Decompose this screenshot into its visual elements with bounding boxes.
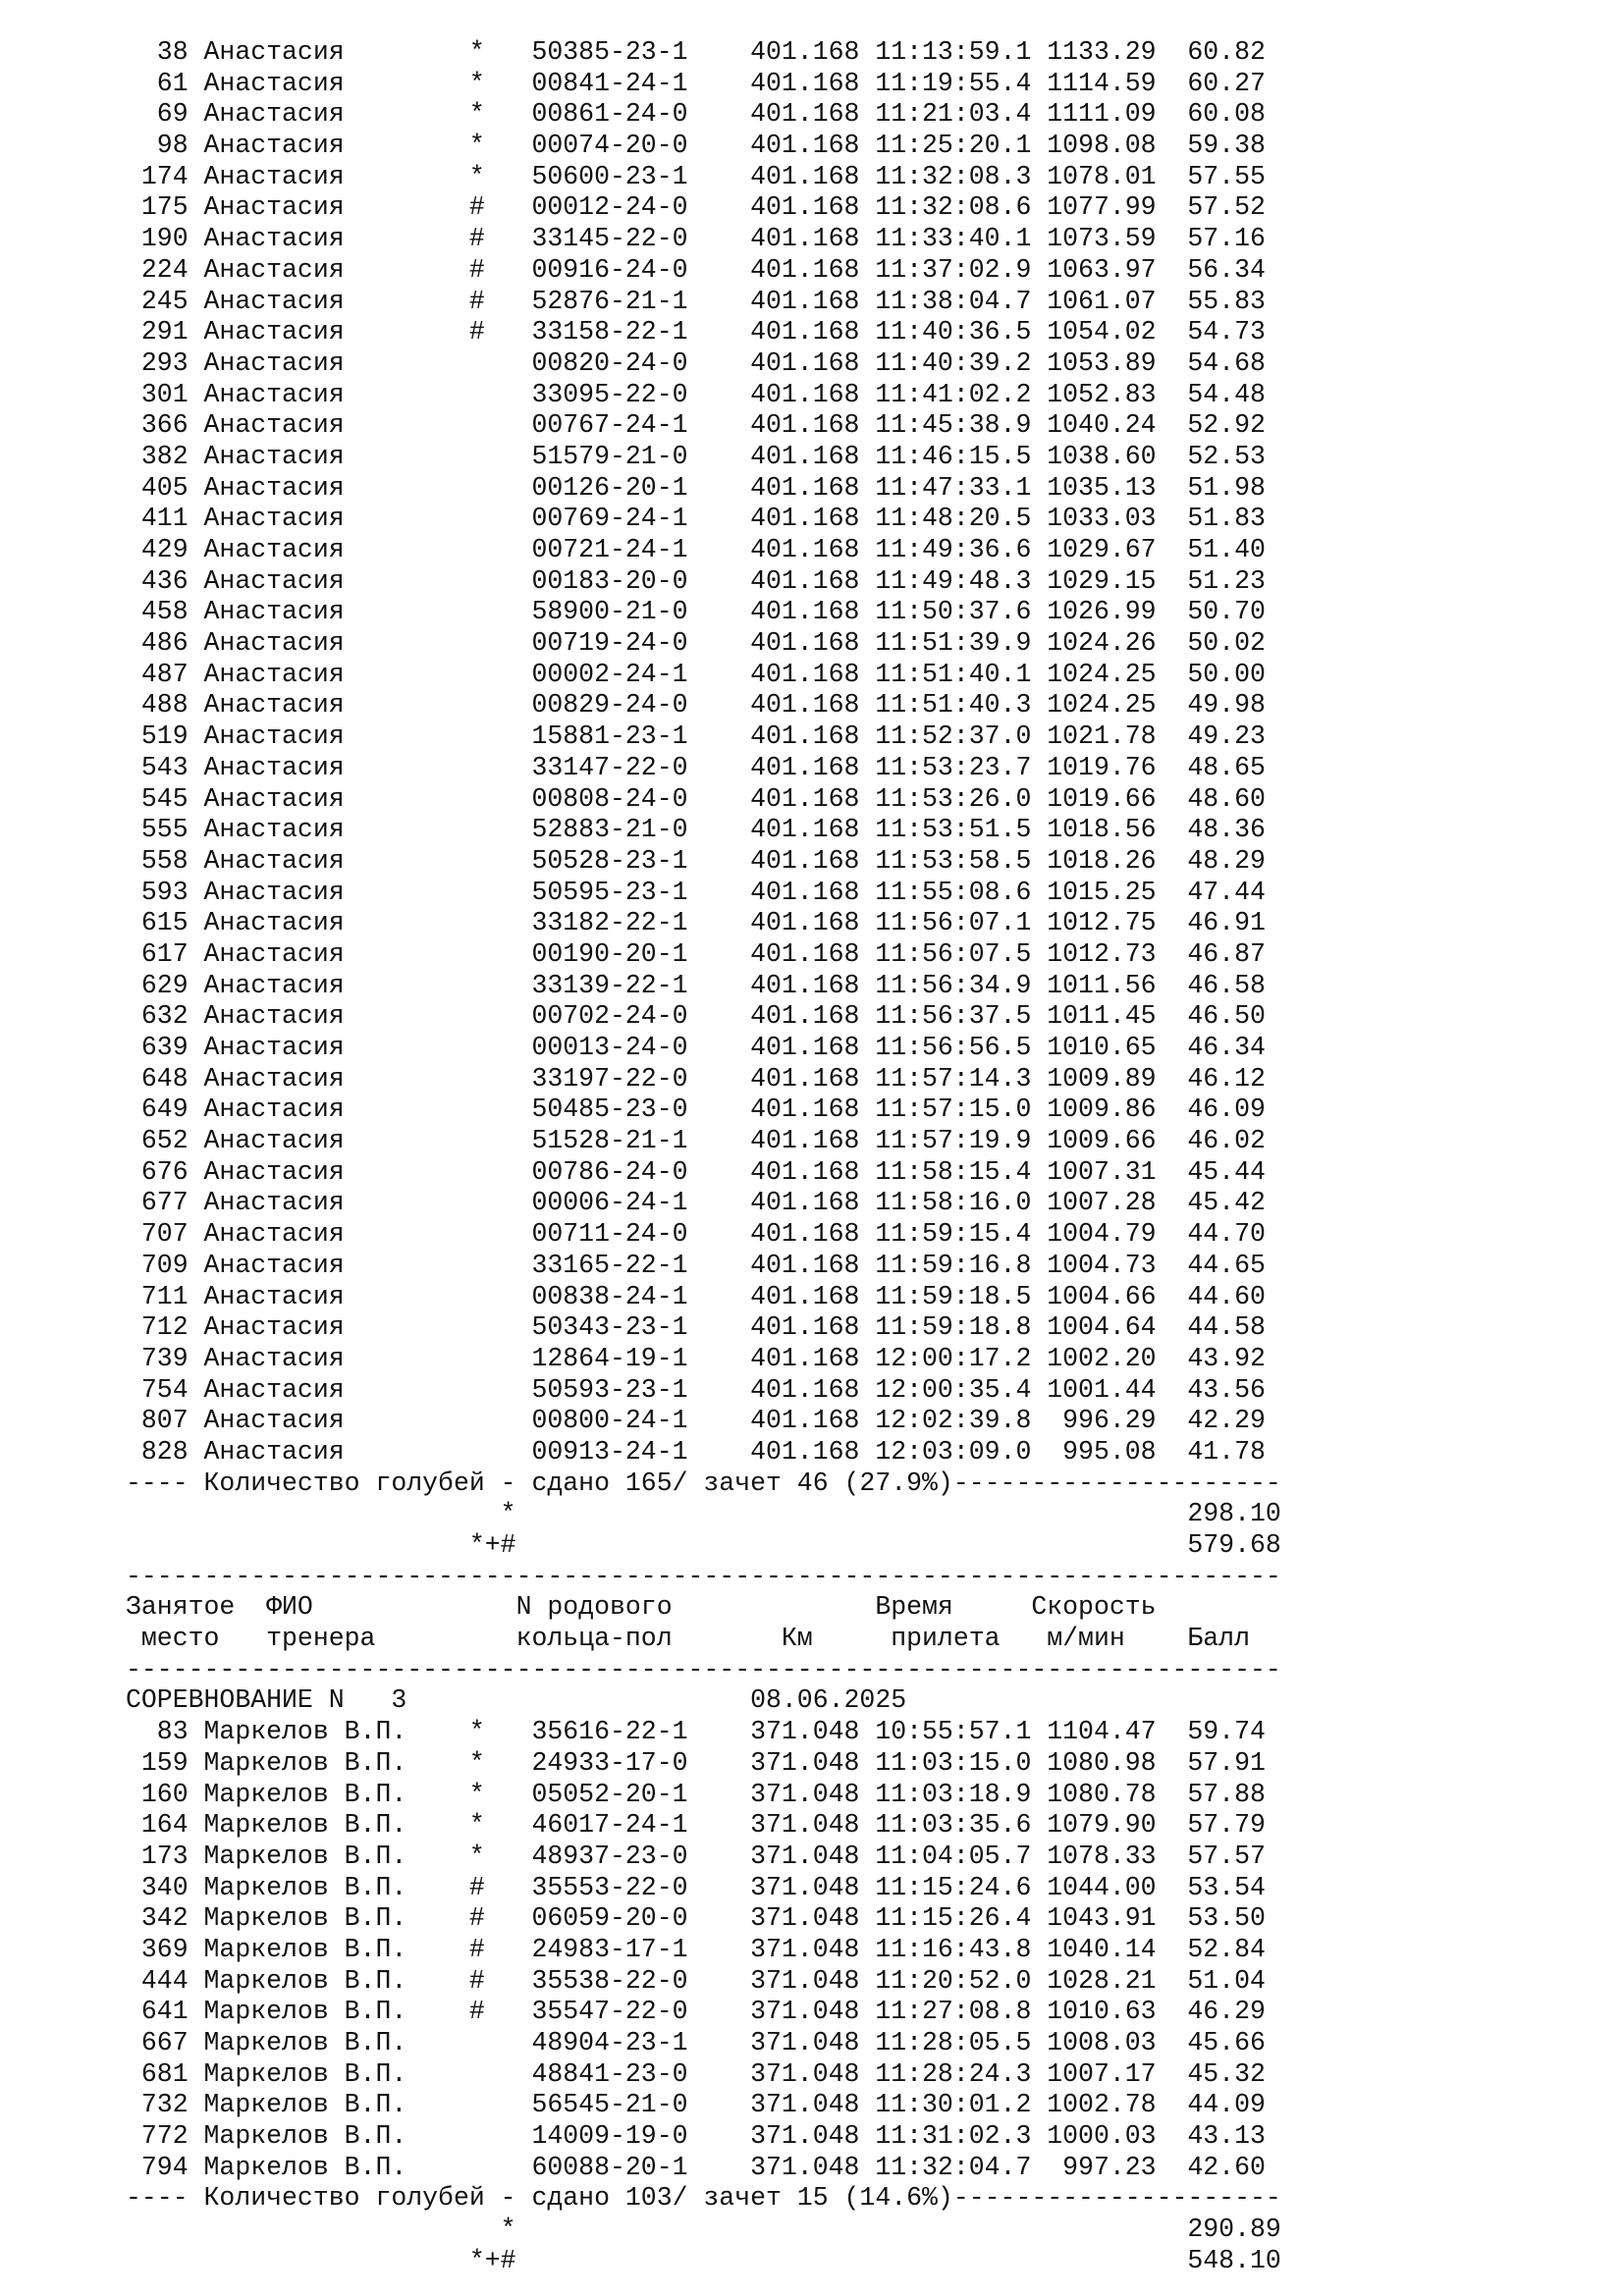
section2-row: 340 Маркелов В.П. # 35553-22-0 371.048 11:15:24.6 1044.00 53.54: [126, 1872, 1266, 1902]
section1-row: 174 Анастасия * 50600-23-1 401.168 11:32:08.3 1078.01 57.55: [126, 161, 1266, 191]
section1-row: 190 Анастасия # 33145-22-0 401.168 11:33:40.1 1073.59 57.16: [126, 224, 1266, 254]
section2-row: 667 Маркелов В.П. 48904-23-1 371.048 11:28:05.5 1008.03 45.66: [126, 2028, 1266, 2057]
section1-row: 709 Анастасия 33165-22-1 401.168 11:59:16.8 1004.73 44.65: [126, 1250, 1266, 1280]
section1-row: 677 Анастасия 00006-24-1 401.168 11:58:16.0 1007.28 45.42: [126, 1188, 1266, 1218]
column-header-line-2: место тренера кольца-пол Км прилета м/мин Балл: [126, 1624, 1250, 1654]
section2-row: 173 Маркелов В.П. * 48937-23-0 371.048 11:04:05.7 1078.33 57.57: [126, 1841, 1266, 1871]
section2-row: 732 Маркелов В.П. 56545-21-0 371.048 11:30:01.2 1002.78 44.09: [126, 2090, 1266, 2120]
section1-row: 555 Анастасия 52883-21-0 401.168 11:53:51.5 1018.56 48.36: [126, 815, 1266, 845]
section1-row: 38 Анастасия * 50385-23-1 401.168 11:13:59.1 1133.29 60.82: [126, 37, 1266, 67]
section1-total-line: *+# 579.68: [126, 1530, 1281, 1560]
section1-row: 558 Анастасия 50528-23-1 401.168 11:53:58.5 1018.26 48.29: [126, 845, 1266, 876]
section1-row: 615 Анастасия 33182-22-1 401.168 11:56:07.1 1012.75 46.91: [126, 908, 1266, 938]
section1-row: 593 Анастасия 50595-23-1 401.168 11:55:08.6 1015.25 47.44: [126, 877, 1266, 907]
section2-row: 160 Маркелов В.П. * 05052-20-1 371.048 11:03:18.9 1080.78 57.88: [126, 1779, 1266, 1809]
section1-row: 649 Анастасия 50485-23-0 401.168 11:57:15.0 1009.86 46.09: [126, 1095, 1266, 1125]
section1-row: 712 Анастасия 50343-23-1 401.168 11:59:18.8 1004.64 44.58: [126, 1312, 1266, 1343]
section1-row: 458 Анастасия 58900-21-0 401.168 11:50:37.6 1026.99 50.70: [126, 597, 1266, 627]
section1-row: 676 Анастасия 00786-24-0 401.168 11:58:15.4 1007.31 45.44: [126, 1156, 1266, 1187]
section1-row: 648 Анастасия 33197-22-0 401.168 11:57:14.3 1009.89 46.12: [126, 1063, 1266, 1094]
section2-row: 369 Маркелов В.П. # 24983-17-1 371.048 11:16:43.8 1040.14 52.84: [126, 1934, 1266, 1964]
section1-row: 293 Анастасия 00820-24-0 401.168 11:40:39.2 1053.89 54.68: [126, 347, 1266, 378]
section1-row: 488 Анастасия 00829-24-0 401.168 11:51:40.3 1024.25 49.98: [126, 690, 1266, 721]
section1-summary-line: ---- Количество голубей - сдано 165/ зачет 46 (27.9%)---------------------: [126, 1468, 1281, 1498]
section1-row: 405 Анастасия 00126-20-1 401.168 11:47:33.1 1035.13 51.98: [126, 472, 1266, 503]
section2-row: 794 Маркелов В.П. 60088-20-1 371.048 11:32:04.7 997.23 42.60: [126, 2152, 1266, 2182]
section1-row: 429 Анастасия 00721-24-1 401.168 11:49:36.6 1029.67 51.40: [126, 535, 1266, 564]
section2-row: 681 Маркелов В.П. 48841-23-0 371.048 11:28:24.3 1007.17 45.32: [126, 2058, 1266, 2089]
section1-row: 807 Анастасия 00800-24-1 401.168 12:02:39.8 996.29 42.29: [126, 1406, 1266, 1436]
section1-row: 486 Анастасия 00719-24-0 401.168 11:51:39.9 1024.26 50.02: [126, 628, 1266, 659]
section1-row: 382 Анастасия 51579-21-0 401.168 11:46:15.5 1038.60 52.53: [126, 441, 1266, 471]
section1-row: 652 Анастасия 51528-21-1 401.168 11:57:19.9 1009.66 46.02: [126, 1126, 1266, 1156]
section1-row: 617 Анастасия 00190-20-1 401.168 11:56:07.5 1012.73 46.87: [126, 938, 1266, 969]
section2-row: 83 Маркелов В.П. * 35616-22-1 371.048 10:55:57.1 1104.47 59.74: [126, 1717, 1266, 1747]
section2-total-line: *+# 548.10: [126, 2245, 1281, 2275]
section1-row: 175 Анастасия # 00012-24-0 401.168 11:32:08.6 1077.99 57.52: [126, 192, 1266, 223]
section1-row: 632 Анастасия 00702-24-0 401.168 11:56:37.5 1011.45 46.50: [126, 1001, 1266, 1032]
section2-total-line: * 290.89: [126, 2215, 1281, 2245]
section2-row: 772 Маркелов В.П. 14009-19-0 371.048 11:31:02.3 1000.03 43.13: [126, 2121, 1266, 2152]
section1-row: 245 Анастасия # 52876-21-1 401.168 11:38:04.7 1061.07 55.83: [126, 286, 1266, 316]
section1-row: 487 Анастасия 00002-24-1 401.168 11:51:40.1 1024.25 50.00: [126, 659, 1266, 689]
section2-row: 164 Маркелов В.П. * 46017-24-1 371.048 11:03:35.6 1079.90 57.79: [126, 1810, 1266, 1841]
section2-summary-line: ---- Количество голубей - сдано 103/ зачет 15 (14.6%)---------------------: [126, 2183, 1281, 2214]
section1-row: 366 Анастасия 00767-24-1 401.168 11:45:38.9 1040.24 52.92: [126, 410, 1266, 441]
competition-title: СОРЕВНОВАНИЕ N 3 08.06.2025: [126, 1685, 907, 1716]
separator-line: --------------------------------------------------------------------------: [126, 1561, 1281, 1591]
section2-row: 641 Маркелов В.П. # 35547-22-0 371.048 11:27:08.8 1010.63 46.29: [126, 1997, 1266, 2027]
section1-row: 436 Анастасия 00183-20-0 401.168 11:49:48.3 1029.15 51.23: [126, 565, 1266, 596]
section1-row: 545 Анастасия 00808-24-0 401.168 11:53:26.0 1019.66 48.60: [126, 783, 1266, 814]
section1-row: 301 Анастасия 33095-22-0 401.168 11:41:02.2 1052.83 54.48: [126, 379, 1266, 409]
section2-row: 342 Маркелов В.П. # 06059-20-0 371.048 11:15:26.4 1043.91 53.50: [126, 1903, 1266, 1934]
column-header-line-1: Занятое ФИО N родового Время Скорость: [126, 1592, 1157, 1623]
section1-row: 629 Анастасия 33139-22-1 401.168 11:56:34.9 1011.56 46.58: [126, 970, 1266, 1000]
results-printout: [126, 37, 1281, 2277]
section1-row: 639 Анастасия 00013-24-0 401.168 11:56:56.5 1010.65 46.34: [126, 1033, 1266, 1062]
separator-line: --------------------------------------------------------------------------: [126, 1654, 1281, 1684]
section1-row: 711 Анастасия 00838-24-1 401.168 11:59:18.5 1004.66 44.60: [126, 1281, 1266, 1311]
section2-row: 444 Маркелов В.П. # 35538-22-0 371.048 11:20:52.0 1028.21 51.04: [126, 1965, 1266, 1996]
section1-row: 69 Анастасия * 00861-24-0 401.168 11:21:03.4 1111.09 60.08: [126, 99, 1266, 130]
section1-total-line: * 298.10: [126, 1499, 1281, 1529]
section1-row: 411 Анастасия 00769-24-1 401.168 11:48:20.5 1033.03 51.83: [126, 504, 1266, 534]
section1-row: 61 Анастасия * 00841-24-1 401.168 11:19:55.4 1114.59 60.27: [126, 68, 1266, 98]
section1-row: 828 Анастасия 00913-24-1 401.168 12:03:09.0 995.08 41.78: [126, 1436, 1266, 1467]
section1-row: 224 Анастасия # 00916-24-0 401.168 11:37:02.9 1063.97 56.34: [126, 254, 1266, 285]
section2-row: 159 Маркелов В.П. * 24933-17-0 371.048 11:03:15.0 1080.98 57.91: [126, 1747, 1266, 1778]
section1-row: 543 Анастасия 33147-22-0 401.168 11:53:23.7 1019.76 48.65: [126, 752, 1266, 782]
section1-row: 754 Анастасия 50593-23-1 401.168 12:00:35.4 1001.44 43.56: [126, 1374, 1266, 1405]
section1-row: 519 Анастасия 15881-23-1 401.168 11:52:37.0 1021.78 49.23: [126, 721, 1266, 752]
section1-row: 739 Анастасия 12864-19-1 401.168 12:00:17.2 1002.20 43.92: [126, 1343, 1266, 1373]
section1-row: 707 Анастасия 00711-24-0 401.168 11:59:15.4 1004.79 44.70: [126, 1219, 1266, 1250]
section1-row: 291 Анастасия # 33158-22-1 401.168 11:40:36.5 1054.02 54.73: [126, 317, 1266, 347]
section1-row: 98 Анастасия * 00074-20-0 401.168 11:25:20.1 1098.08 59.38: [126, 131, 1266, 161]
